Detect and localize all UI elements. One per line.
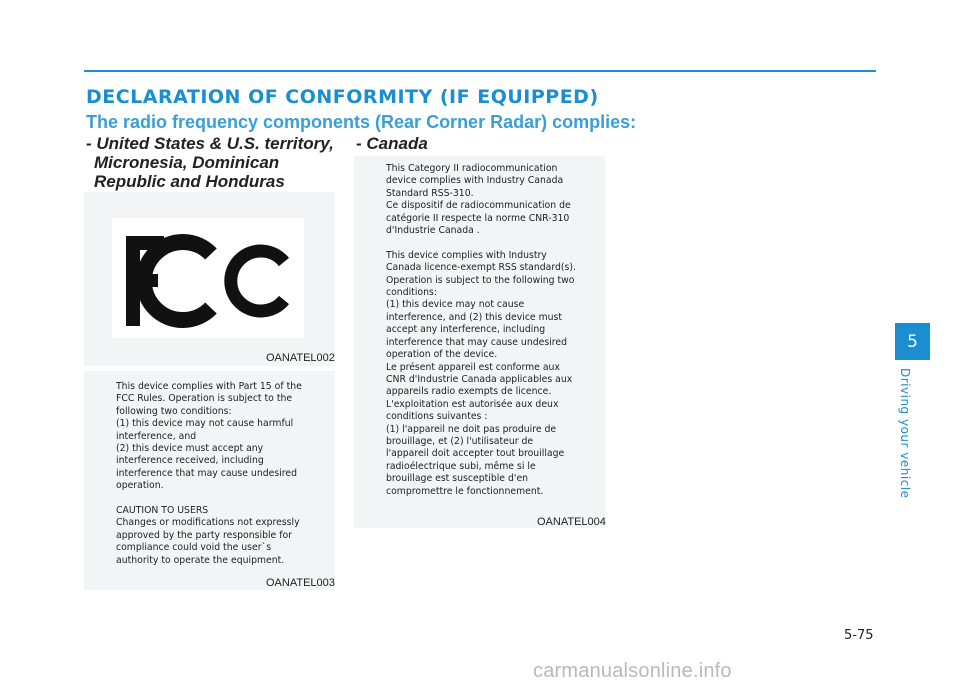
- chapter-label: Driving your vehicle: [898, 368, 912, 499]
- us-compliance-text: This device complies with Part 15 of the FCC Rules. Operation is subject to the following two conditions: (1) this device may not cause harmful interference, and (2) this device must accept any interference received, including interference that may cause undesired operation. CAUTION TO USERS Changes or modifications not expressly approved by the party responsible for compliance could void the user`s authority to operate the equipment.: [116, 381, 302, 566]
- us-title-line-2: Micronesia, Dominican: [94, 153, 280, 172]
- canada-text-code: OANATEL004: [537, 516, 606, 528]
- fcc-logo-panel: [84, 192, 335, 366]
- us-compliance-panel: [84, 371, 335, 590]
- fcc-logo-icon: [112, 218, 304, 338]
- canada-compliance-panel: [354, 156, 605, 528]
- page-heading: DECLARATION OF CONFORMITY (IF EQUIPPED): [86, 86, 599, 108]
- canada-compliance-text: This Category II radiocommunication device complies with Industry Canada Standard RSS-310. Ce dispositif de radiocommunication de catégorie II respecte la norme CNR-310 d'Industrie Canada . This device complies with Industry Canada licence-exempt RSS standard(s). Operation is subject to the following two conditions: (1) this device may not cause interference, and (2) this device must accept any interference, including interference that may cause undesired operation of the device. Le présent appareil est conforme aux CNR d'Industrie Canada applicables aux appareils radio exempts de licence. L'exploitation est autorisée aux deux conditions suivantes : (1) l'appareil ne doit pas produire de brouillage, et (2) l'utilisateur de l'appareil doit accepter tout brouillage radioélectrique subi, même si le brouillage est susceptible d'en compromettre le fonctionnement.: [386, 163, 576, 497]
- us-region-title: [86, 134, 346, 191]
- watermark: carmanualsonline.info: [533, 660, 732, 682]
- canada-region-title: - Canada: [356, 134, 428, 153]
- top-divider: [84, 70, 876, 72]
- fcc-logo-code: OANATEL002: [266, 352, 335, 364]
- page-subheading: The radio frequency components (Rear Corner Radar) complies:: [86, 112, 637, 132]
- us-text-code: OANATEL003: [266, 577, 335, 589]
- chapter-tab: 5: [895, 323, 930, 360]
- us-title-line-3: Republic and Honduras: [94, 172, 285, 191]
- us-title-line-1: - United States & U.S. territory,: [86, 134, 334, 153]
- page-number: 5-75: [844, 628, 874, 643]
